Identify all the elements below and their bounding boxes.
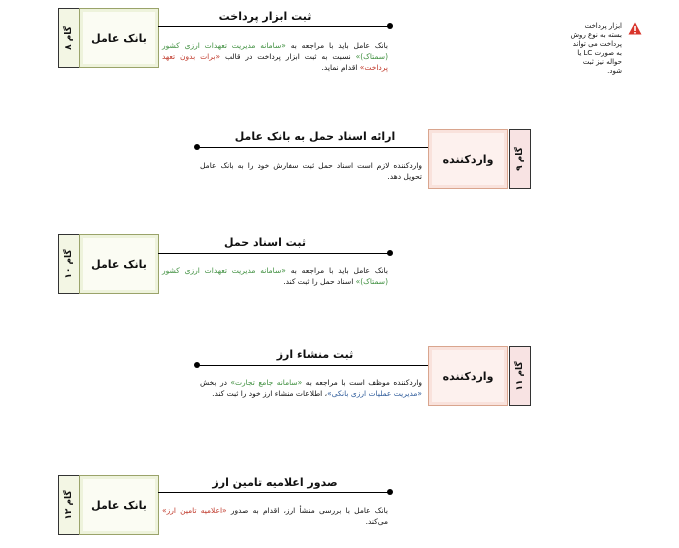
step-12-description: بانک عامل با بررسی منشأ ارز، اقدام به صدور «اعلامیه تامین ارز» می‌کند. [162, 506, 388, 526]
payment-note: ابزار پرداخت بسته به نوع روش پرداخت می تواند به صورت LC یا حواله نیز ثبت شود. [570, 22, 622, 75]
step-11-label: گام ۱۱ [515, 361, 525, 391]
step-9-description: واردکننده لازم است اسناد حمل ثبت سفارش خود را به بانک عامل تحویل دهد. [200, 161, 422, 181]
step-12-title: صدور اعلامیه تامین ارز [212, 476, 338, 489]
step-10-dot [387, 250, 393, 256]
step-10-box [58, 234, 80, 294]
step-8-dot [387, 23, 393, 29]
step-8-box [58, 8, 80, 68]
step-8-connector [158, 26, 390, 27]
step-8-title: ثبت ابزار پرداخت [218, 10, 312, 23]
step-10-actor: بانک عامل [79, 234, 159, 294]
step-12-box [58, 475, 80, 535]
step-11-actor: واردکننده [428, 346, 508, 406]
step-11-box [509, 346, 531, 406]
step-9-box [509, 129, 531, 189]
step-8-description: بانک عامل باید با مراجعه به «سامانه مدیریت تعهدات ارزی کشور (سمتاک)» نسبت به ثبت ابزار پرداخت در قالب «برات بدون تعهد پرداخت» اقدام نماید. [162, 41, 389, 72]
step-12-actor: بانک عامل [79, 475, 159, 535]
step-9-connector [197, 147, 428, 148]
step-12-label: گام ۱۲ [64, 490, 74, 520]
step-11-connector [197, 365, 428, 366]
warning-icon [628, 22, 642, 35]
step-10-label: گام ۱۰ [64, 249, 74, 279]
step-9-actor: واردکننده [428, 129, 508, 189]
step-9-dot [194, 144, 200, 150]
step-12-connector [158, 492, 390, 493]
step-9-title: ارائه اسناد حمل به بانک عامل [234, 130, 396, 143]
step-8-label: گام ۸ [64, 26, 74, 50]
step-10-description: بانک عامل باید با مراجعه به «سامانه مدیریت تعهدات ارزی کشور (سمتاک)» اسناد حمل را ثبت کند. [162, 266, 389, 286]
step-11-description: واردکننده موظف است با مراجعه به «سامانه جامع تجارت» در بخش «مدیریت عملیات ارزی بانکی»، اطلاعات منشاء ارز خود را ثبت کند. [200, 378, 422, 398]
step-11-title: ثبت منشاء ارز [276, 348, 354, 361]
step-9-label: گام ۹ [515, 147, 525, 171]
step-10-title: ثبت اسناد حمل [224, 236, 306, 249]
step-12-dot [387, 489, 393, 495]
step-10-connector [158, 253, 390, 254]
step-8-actor: بانک عامل [79, 8, 159, 68]
step-11-dot [194, 362, 200, 368]
